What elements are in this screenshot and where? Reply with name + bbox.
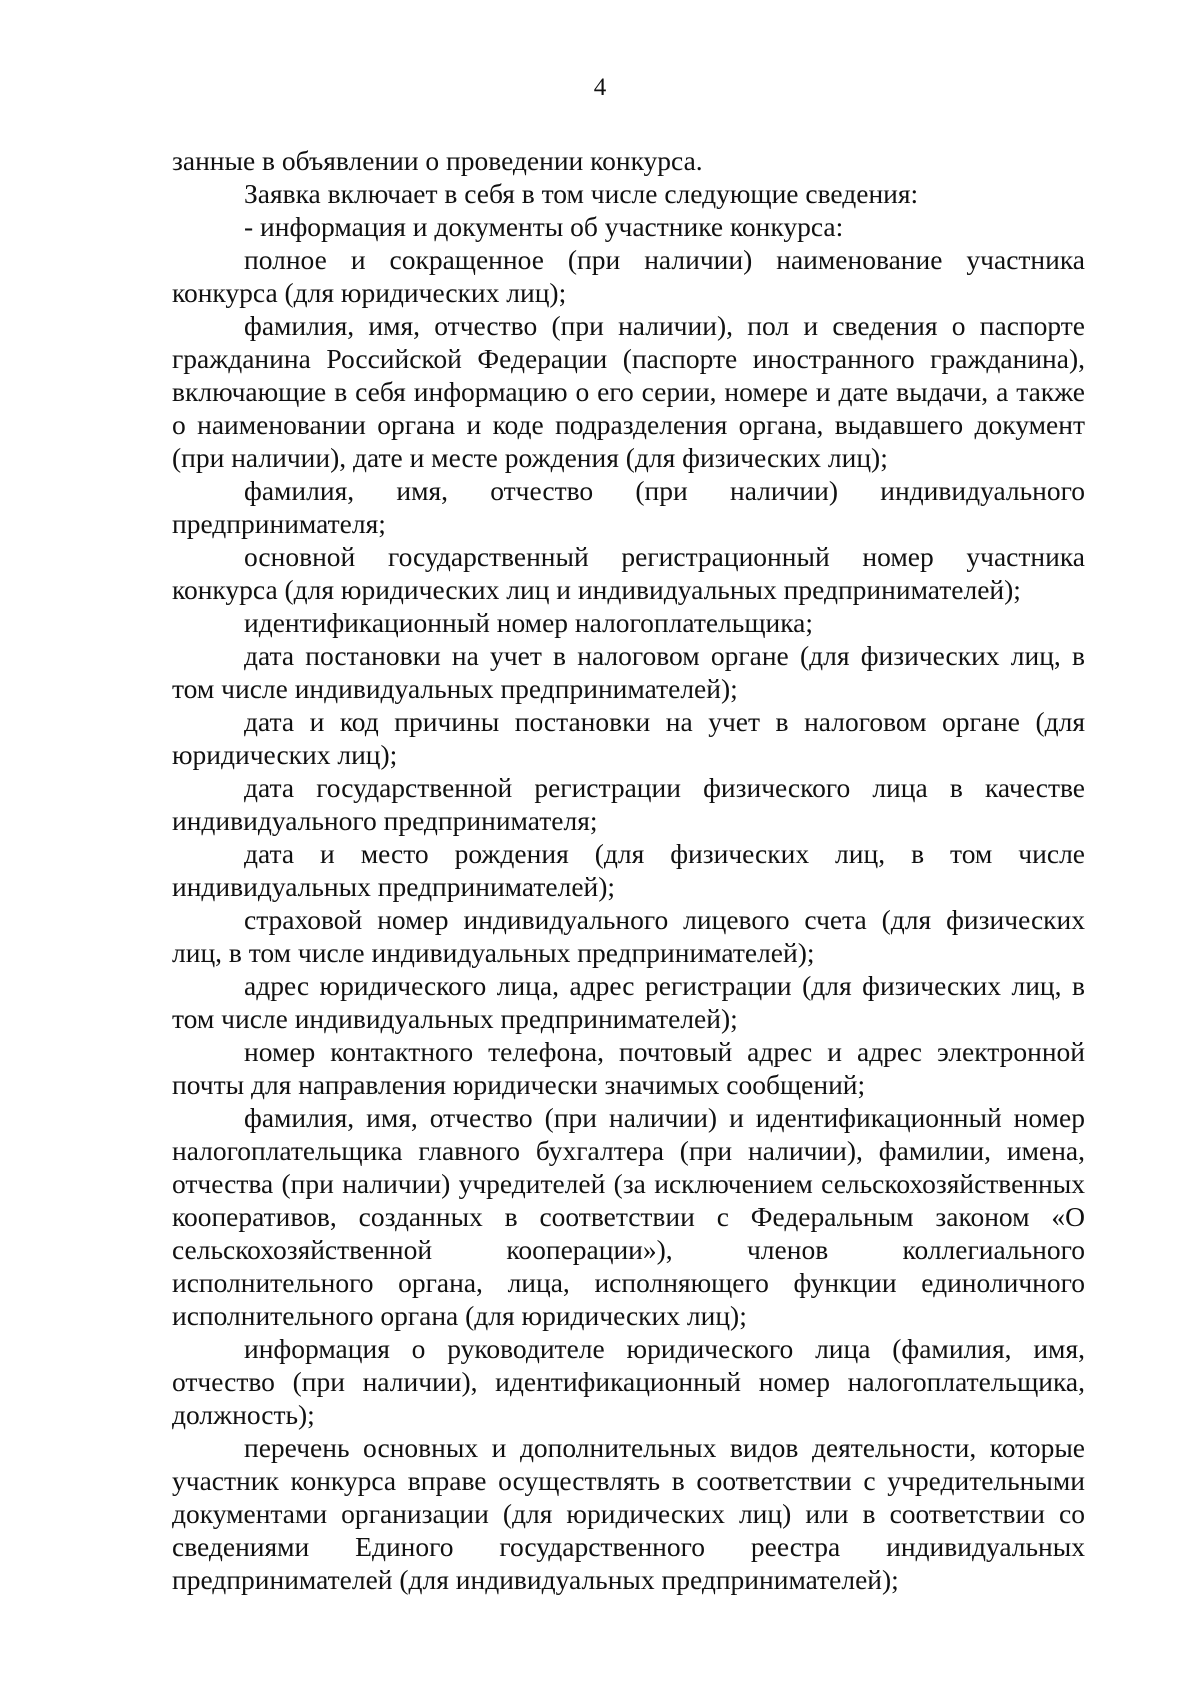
body-paragraph: адрес юридического лица, адрес регистрации (для физических лиц, в том числе индивидуальных предпринимателей); <box>172 970 1085 1034</box>
document-body <box>172 144 1085 1596</box>
body-paragraph: занные в объявлении о проведении конкурса. <box>172 145 703 176</box>
body-paragraph: идентификационный номер налогоплательщика; <box>244 607 814 638</box>
page-number: 4 <box>593 74 607 101</box>
body-paragraph: дата и место рождения (для физических лиц, в том числе индивидуальных предпринимателей); <box>172 838 1085 902</box>
body-paragraph: фамилия, имя, отчество (при наличии), пол и сведения о паспорте гражданина Российской Федерации (паспорте иностранного гражданина), включающие в себя информацию о его серии, номере и дате выдачи, а также о наименовании органа и коде подразделения органа, выдавшего документ (при наличии), дате и месте рождения (для физических лиц); <box>172 310 1085 473</box>
body-paragraph: основной государственный регистрационный номер участника конкурса (для юридических лиц и индивидуальных предпринимателей); <box>172 541 1085 605</box>
body-paragraph: фамилия, имя, отчество (при наличии) и идентификационный номер налогоплательщика главного бухгалтера (при наличии), фамилии, имена, отчества (при наличии) учредителей (за исключением сельскохозяйственных кооперативов, созданных в соответствии с Федеральным законом «О сельскохозяйственной кооперации»), членов коллегиального исполнительного органа, лица, исполняющего функции единоличного исполнительного органа (для юридических лиц); <box>172 1102 1085 1331</box>
body-paragraph: дата постановки на учет в налоговом органе (для физических лиц, в том числе индивидуальных предпринимателей); <box>172 640 1085 704</box>
body-paragraph: дата и код причины постановки на учет в налоговом органе (для юридических лиц); <box>172 706 1085 770</box>
body-paragraph: номер контактного телефона, почтовый адрес и адрес электронной почты для направления юридически значимых сообщений; <box>172 1036 1085 1100</box>
body-paragraph: информация о руководителе юридического лица (фамилия, имя, отчество (при наличии), идентификационный номер налогоплательщика, должность); <box>172 1333 1085 1430</box>
body-paragraph: перечень основных и дополнительных видов деятельности, которые участник конкурса вправе осуществлять в соответствии с учредительными документами организации (для юридических лиц) или в соответствии со сведениями Единого государственного реестра индивидуальных предпринимателей (для индивидуальных предпринимателей); <box>172 1432 1085 1595</box>
body-paragraph: Заявка включает в себя в том числе следующие сведения: <box>244 178 919 209</box>
body-paragraph: фамилия, имя, отчество (при наличии) индивидуального предпринимателя; <box>172 475 1085 539</box>
body-paragraph: страховой номер индивидуального лицевого счета (для физических лиц, в том числе индивидуальных предпринимателей); <box>172 904 1085 968</box>
body-paragraph: - информация и документы об участнике конкурса: <box>244 211 844 242</box>
body-paragraph: дата государственной регистрации физического лица в качестве индивидуального предпринимателя; <box>172 772 1085 836</box>
body-paragraph: полное и сокращенное (при наличии) наименование участника конкурса (для юридических лиц); <box>172 244 1085 308</box>
